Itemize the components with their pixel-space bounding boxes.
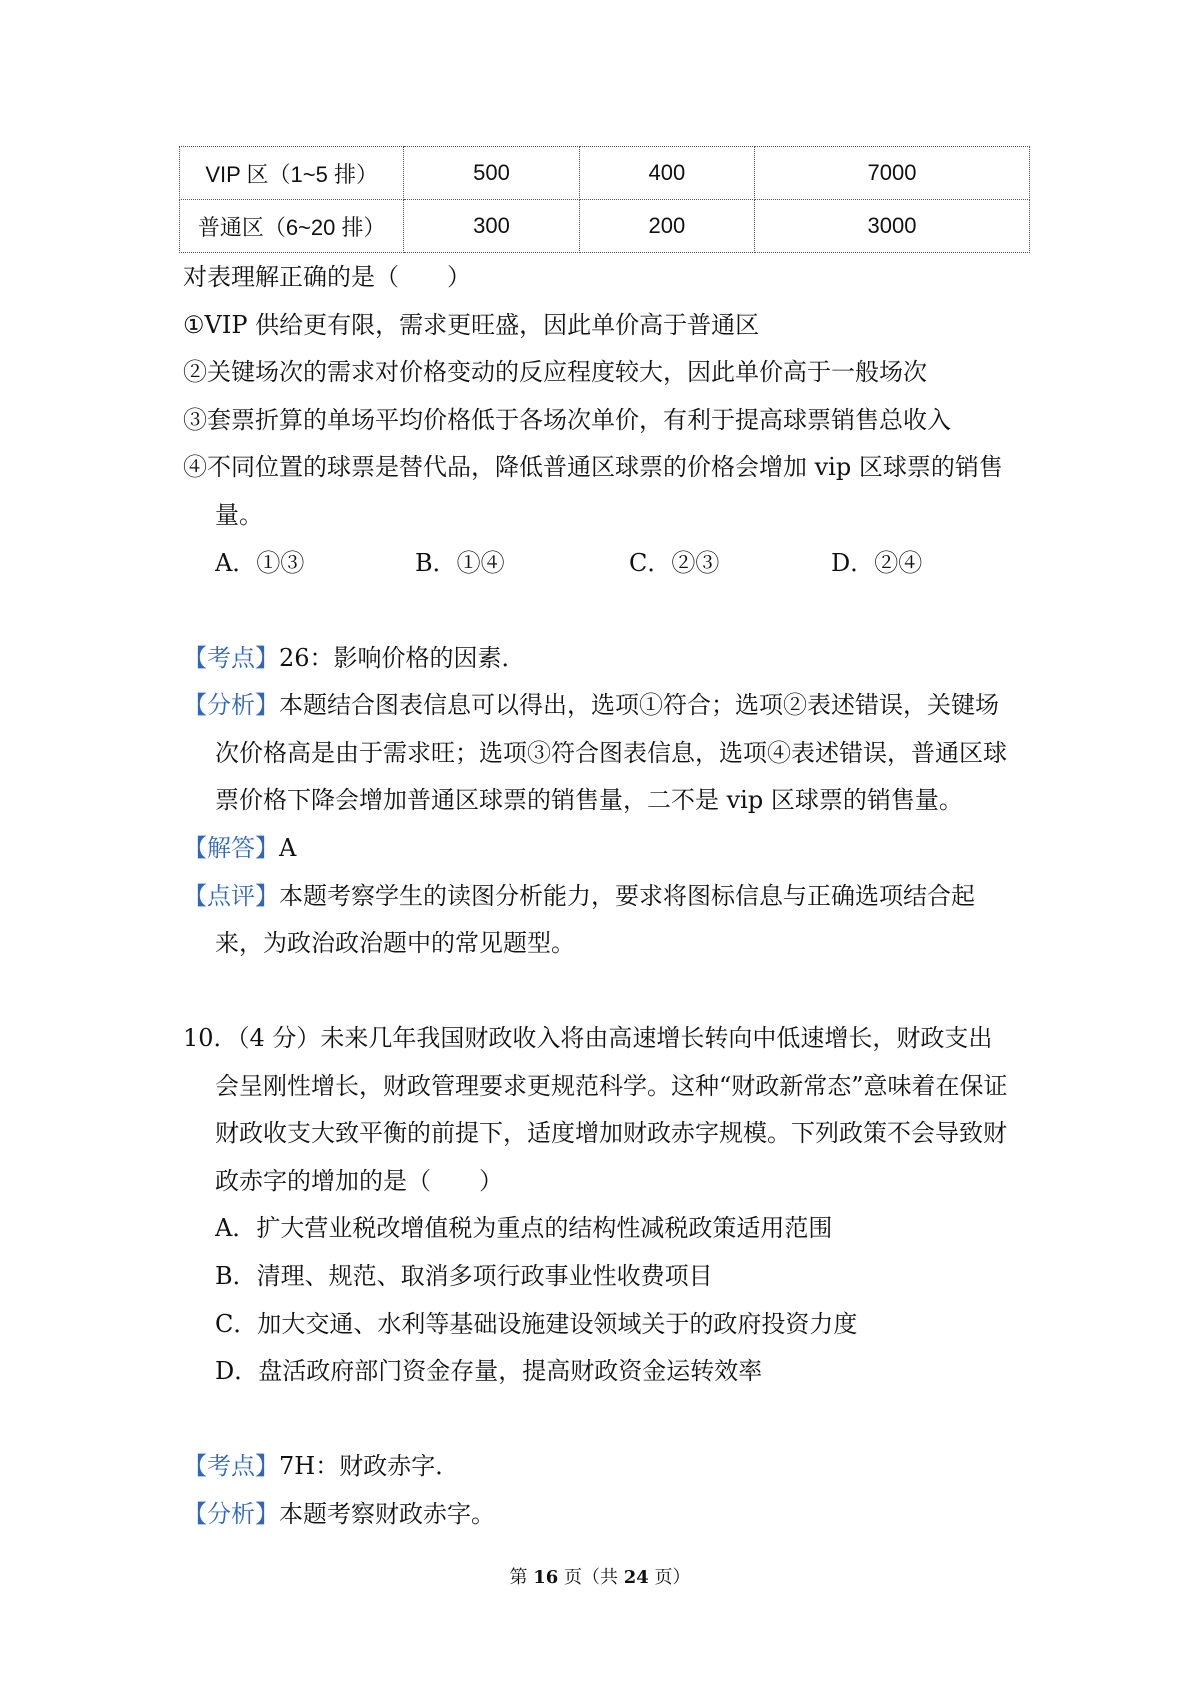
table-cell: 3000 bbox=[755, 200, 1030, 253]
dianping-line bbox=[183, 880, 975, 912]
statement-4: ④不同位置的球票是替代品，降低普通区球票的价格会增加 vip 区球票的销售 bbox=[183, 453, 1003, 481]
fenxi-text-3: 票价格下降会增加普通区球票的销售量，二不是 vip 区球票的销售量。 bbox=[215, 786, 963, 814]
table-row bbox=[180, 147, 1030, 200]
kaodian-tag: 【考点】 bbox=[183, 644, 279, 672]
q10-stem-4: 政赤字的增加的是（ ） bbox=[215, 1167, 503, 1195]
jieda-text: A bbox=[279, 834, 297, 862]
table-cell: 200 bbox=[579, 200, 754, 253]
table-cell: 400 bbox=[579, 147, 754, 200]
fenxi-tag: 【分析】 bbox=[183, 691, 279, 719]
table-cell: 普通区（6~20 排） bbox=[180, 200, 404, 253]
dianping-text-2: 来，为政治政治题中的常见题型。 bbox=[215, 929, 575, 957]
jieda-tag: 【解答】 bbox=[183, 834, 279, 862]
fenxi-text-2: 次价格高是由于需求旺；选项③符合图表信息，选项④表述错误，普通区球 bbox=[215, 739, 1007, 767]
kaodian-line bbox=[183, 642, 526, 674]
choice-c: C．②③ bbox=[629, 549, 720, 577]
fenxi-tag: 【分析】 bbox=[183, 1500, 279, 1528]
q10-stem-1: 10．（4 分）未来几年我国财政收入将由高速增长转向中低速增长，财政支出 bbox=[183, 1024, 993, 1052]
fenxi-text: 本题结合图表信息可以得出，选项①符合；选项②表述错误，关键场 bbox=[279, 691, 999, 719]
table-cell: VIP 区（1~5 排） bbox=[180, 147, 404, 200]
table-row bbox=[180, 200, 1030, 253]
kaodian-line-10 bbox=[183, 1450, 459, 1482]
q10-choice-c: C．加大交通、水利等基础设施建设领域关于的政府投资力度 bbox=[215, 1310, 858, 1338]
footer-total: 24 bbox=[623, 1567, 649, 1588]
q10-stem-2: 会呈刚性增长，财政管理要求更规范科学。这种“财政新常态”意味着在保证 bbox=[215, 1072, 1008, 1100]
fenxi-text: 本题考察财政赤字。 bbox=[279, 1500, 495, 1528]
footer-pre: 第 bbox=[509, 1567, 534, 1588]
fenxi-line bbox=[183, 689, 999, 721]
table-cell: 300 bbox=[404, 200, 579, 253]
choice-d: D．②④ bbox=[831, 549, 923, 577]
kaodian-text: 26：影响价格的因素． bbox=[279, 644, 526, 672]
footer-page: 16 bbox=[533, 1567, 559, 1588]
q10-choice-a: A．扩大营业税改增值税为重点的结构性减税政策适用范围 bbox=[215, 1214, 833, 1242]
fenxi-line-10 bbox=[183, 1498, 495, 1530]
q10-choice-d: D．盘活政府部门资金存量，提高财政资金运转效率 bbox=[215, 1357, 763, 1385]
statement-4-cont: 量。 bbox=[215, 501, 263, 529]
jieda-line bbox=[183, 832, 296, 864]
footer-post: 页） bbox=[648, 1567, 691, 1588]
choice-b: B．①④ bbox=[415, 549, 505, 577]
kaodian-text: 7H：财政赤字． bbox=[279, 1452, 460, 1480]
statement-2: ②关键场次的需求对价格变动的反应程度较大，因此单价高于一般场次 bbox=[183, 358, 927, 386]
statement-3: ③套票折算的单场平均价格低于各场次单价，有利于提高球票销售总收入 bbox=[183, 406, 951, 434]
dianping-text: 本题考察学生的读图分析能力，要求将图标信息与正确选项结合起 bbox=[279, 882, 975, 910]
footer-mid: 页（共 bbox=[558, 1567, 624, 1588]
page-footer bbox=[0, 1563, 1200, 1589]
statement-1: ①VIP 供给更有限，需求更旺盛，因此单价高于普通区 bbox=[183, 311, 760, 339]
q10-stem-3: 财政收支大致平衡的前提下，适度增加财政赤字规模。下列政策不会导致财 bbox=[215, 1119, 1007, 1147]
table-cell: 7000 bbox=[755, 147, 1030, 200]
ticket-price-table bbox=[179, 146, 1030, 253]
choice-a: A．①③ bbox=[215, 549, 305, 577]
dianping-tag: 【点评】 bbox=[183, 882, 279, 910]
kaodian-tag: 【考点】 bbox=[183, 1452, 279, 1480]
q10-choice-b: B．清理、规范、取消多项行政事业性收费项目 bbox=[215, 1262, 713, 1290]
question-stem: 对表理解正确的是（ ） bbox=[183, 263, 471, 291]
table-cell: 500 bbox=[404, 147, 579, 200]
